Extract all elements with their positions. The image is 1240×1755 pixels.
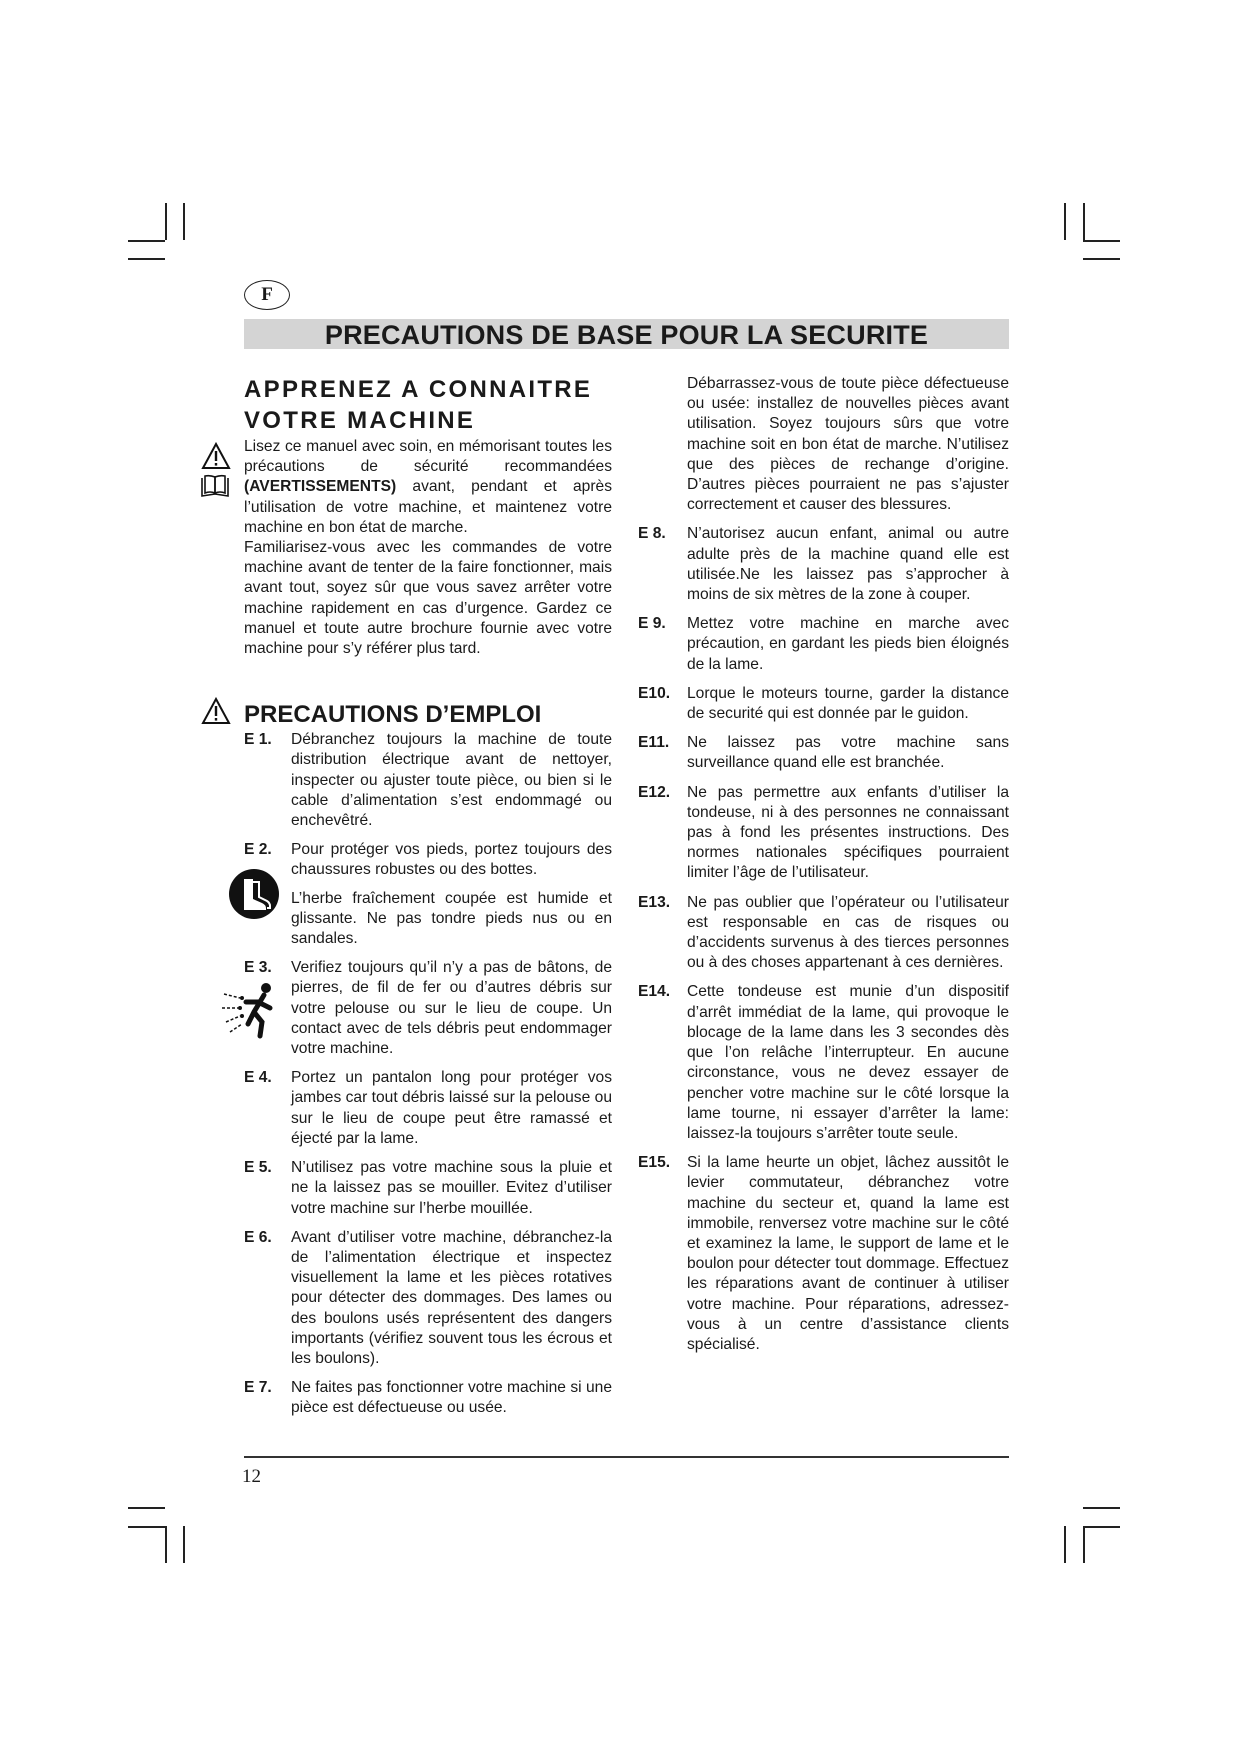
left-column bbox=[244, 374, 612, 1428]
list-item bbox=[638, 684, 1009, 724]
item-code: E14. bbox=[638, 983, 671, 1001]
list-item-continued bbox=[638, 374, 1009, 515]
item-text: Mettez votre machine en marche avec précaution, en gardant les pieds bien éloignés de la lame. bbox=[687, 615, 1009, 673]
warnings-label: (AVERTISSEMENTS) bbox=[244, 478, 397, 496]
item-text: N’autorisez aucun enfant, animal ou autre adulte près de la machine quand elle est utilisée.Ne les laissez pas s’approcher à moins de six mètres de la zone à couper. bbox=[687, 525, 1009, 604]
item-text: Si la lame heurte un objet, lâchez aussitôt le levier commutateur, débranchez votre machine du secteur et, quand la lame est immobile, renversez votre machine sur le côté et examinez la lame, le support de lame et le boulon pour détecter tout dommage. Effectuez les réparations avant de continuer à utiliser votre machine. Pour réparations, adressez-vous à un centre d’assistance clients spécialisé. bbox=[687, 1154, 1009, 1353]
list-item bbox=[244, 840, 612, 949]
item-code: E13. bbox=[638, 893, 671, 911]
crop-mark bbox=[128, 1507, 165, 1509]
list-item bbox=[244, 958, 612, 1059]
list-item bbox=[638, 1153, 1009, 1355]
item-text: Ne pas oublier que l’opérateur ou l’utilisateur est responsable en cas de risques ou d’accidents survenus à des tierces personnes ou à des choses appartenant à ces dernières. bbox=[687, 893, 1009, 972]
warning-triangle-icon bbox=[201, 697, 231, 725]
list-item bbox=[244, 730, 612, 831]
crop-mark bbox=[165, 203, 167, 240]
item-text: Portez un pantalon long pour protéger vos jambes car tout débris laissé sur la pelouse ou sur le lieu de coupe peut être ramassé et éjecté par la lame. bbox=[291, 1069, 612, 1147]
item-code: E10. bbox=[638, 684, 671, 702]
item-code: E 4. bbox=[244, 1069, 272, 1087]
intro-paragraph bbox=[244, 437, 612, 538]
item-text: L’herbe fraîchement coupée est humide et glissante. Ne pas tondre pieds nus ou en sandales. bbox=[291, 889, 612, 948]
item-text: Ne laissez pas votre machine sans surveillance quand elle est branchée. bbox=[687, 734, 1009, 772]
crop-mark bbox=[128, 1526, 165, 1528]
item-text: N’utilisez pas votre machine sous la pluie et ne la laissez pas se mouiller. Evitez d’utiliser votre machine sur l’herbe mouillée. bbox=[291, 1159, 612, 1217]
right-column bbox=[638, 374, 1009, 1364]
list-item bbox=[244, 1158, 612, 1219]
crop-mark bbox=[1083, 1526, 1085, 1563]
section-heading: APPRENEZ A CONNAITRE VOTRE MACHINE bbox=[244, 376, 593, 434]
item-code: E 2. bbox=[244, 841, 272, 859]
page-number: 12 bbox=[242, 1466, 261, 1487]
list-item bbox=[638, 783, 1009, 884]
list-item bbox=[638, 614, 1009, 675]
item-code: E 7. bbox=[244, 1379, 272, 1397]
item-code: E 5. bbox=[244, 1159, 272, 1177]
crop-mark bbox=[183, 203, 185, 240]
item-code: E 9. bbox=[638, 615, 666, 633]
intro-text: avant, pendant et après l’utilisation de votre machine, et maintenez votre machine en bon état de marche. bbox=[244, 478, 612, 536]
list-item bbox=[638, 982, 1009, 1144]
item-code: E15. bbox=[638, 1154, 671, 1172]
crop-mark bbox=[165, 1526, 167, 1563]
item-code: E12. bbox=[638, 783, 671, 801]
language-badge: F bbox=[244, 280, 290, 310]
item-text: Pour protéger vos pieds, portez toujours des chaussures robustes ou des bottes. bbox=[291, 841, 612, 879]
warning-triangle-icon bbox=[201, 442, 231, 470]
item-text: Ne pas permettre aux enfants d’utiliser la tondeuse, ni à des personnes ne connaissant pas à fond les présentes instructions. Des normes nationales spécifiques pourraient limiter l’âge de l’utilisateur. bbox=[687, 783, 1009, 882]
open-book-icon bbox=[199, 473, 231, 499]
section-heading: PRECAUTIONS D’EMPLOI bbox=[244, 701, 542, 729]
familiarize-paragraph: Familiarisez-vous avec les commandes de votre machine avant de tenter de la faire fonctionner, mais avant tout, soyez sûr que vous savez arrêter votre machine rapidement en cas d’urgence. Gardez ce manuel et toute autre brochure fournie avec votre machine pour s’y référer plus tard. bbox=[244, 539, 612, 658]
page-title: PRECAUTIONS DE BASE POUR LA SECURITE bbox=[244, 319, 1009, 349]
item-code: E 6. bbox=[244, 1228, 272, 1246]
item-code: E 3. bbox=[244, 959, 272, 977]
item-text: Avant d’utiliser votre machine, débranchez-la de l’alimentation électrique et inspectez visuellement la lame et les pièces rotatives pour détecter des dommages. Des lames ou des boulons usés représentent des dangers importants (vérifiez souvent tous les écrous et les boulons). bbox=[291, 1228, 612, 1367]
item-text: Cette tondeuse est munie d’un dispositif d’arrêt immédiat de la lame, qui provoque le blocage de la lame dans les 3 secondes dès que l’on relâche l’interrupteur. En aucune circonstance, vous ne devez essayer de pencher votre machine sur le côté lorsque la lame tourne, ni essayer d’arrêter la lame: laissez-la toujours s’arrêter toute seule. bbox=[687, 983, 1009, 1142]
item-text: Verifiez toujours qu’il n’y a pas de bâtons, de pierres, de fil de fer ou d’autres débris sur votre pelouse ou sur le lieu de coupe. Un contact avec de tels débris peut endommager votre machine. bbox=[291, 959, 612, 1058]
item-text: Ne faites pas fonctionner votre machine si une pièce est défectueuse ou usée. bbox=[291, 1379, 612, 1417]
intro-text: Lisez ce manuel avec soin, en mémorisant toutes les précautions de sécurité recommandées bbox=[244, 438, 612, 476]
list-item bbox=[638, 733, 1009, 773]
item-code: E 8. bbox=[638, 525, 666, 543]
list-item bbox=[244, 1068, 612, 1149]
crop-mark bbox=[128, 258, 165, 260]
crop-mark bbox=[1083, 258, 1120, 260]
crop-mark bbox=[1083, 240, 1120, 242]
crop-mark bbox=[1083, 1507, 1120, 1509]
item-text: Débranchez toujours la machine de toute distribution électrique avant de nettoyer, inspecter ou ajuster toute pièce, ou bien si le cable d’alimentation s’est endommagé ou enchevêtré. bbox=[291, 731, 612, 830]
item-code: E 1. bbox=[244, 731, 272, 749]
crop-mark bbox=[1064, 203, 1066, 240]
list-item bbox=[244, 1378, 612, 1418]
list-item bbox=[244, 1228, 612, 1369]
item-text: Lorque le moteurs tourne, garder la distance de securité qui est donnée par le guidon. bbox=[687, 684, 1009, 723]
footer-divider bbox=[244, 1456, 1009, 1458]
item-code: E11. bbox=[638, 734, 670, 752]
item-text: Débarrassez-vous de toute pièce défectueuse ou usée: installez de nouvelles pièces avant utilisation. Soyez toujours sûrs que votre machine soit en bon état de marche. N’utilisez que des pièces de rechange d’origine. D’autres pièces pourraient ne pas s’ajuster correctement et causer des blessures. bbox=[687, 375, 1009, 514]
crop-mark bbox=[1083, 203, 1085, 240]
list-item bbox=[638, 893, 1009, 974]
list-item bbox=[638, 524, 1009, 605]
crop-mark bbox=[128, 240, 165, 242]
crop-mark bbox=[1083, 1526, 1120, 1528]
crop-mark bbox=[1064, 1526, 1066, 1563]
crop-mark bbox=[183, 1526, 185, 1563]
